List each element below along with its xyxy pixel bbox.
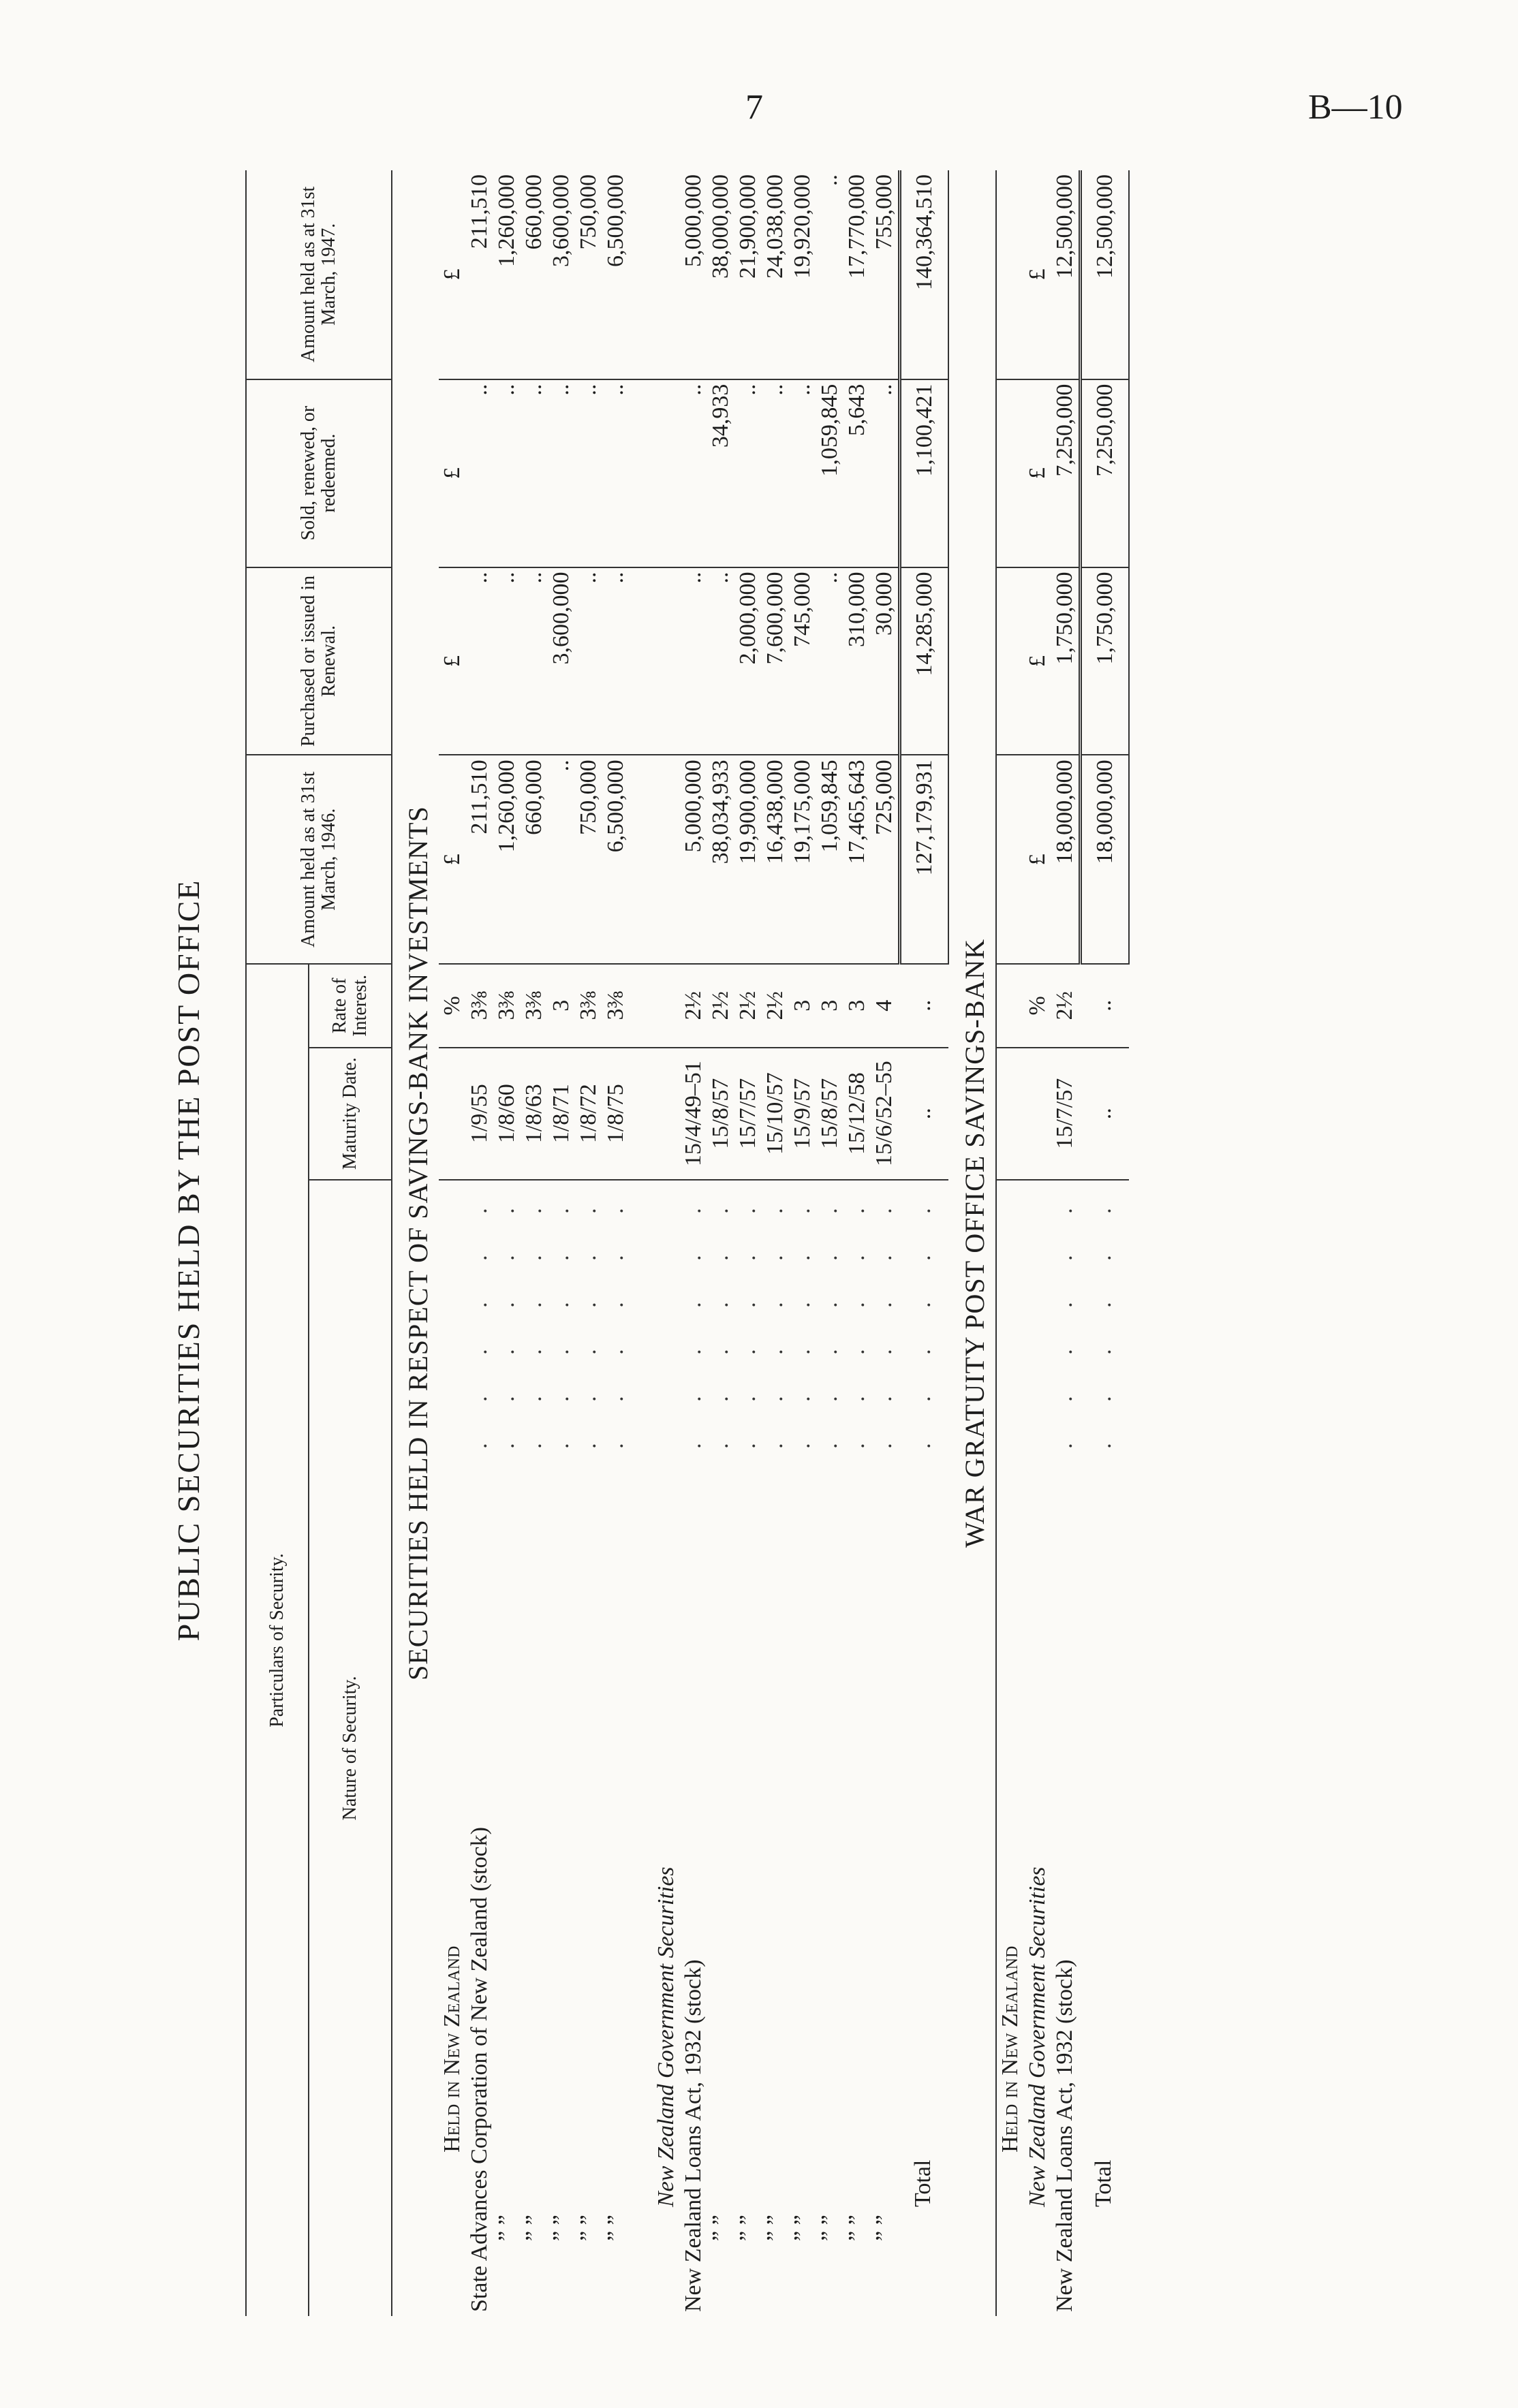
col-sold: Sold, renewed, or redeemed.: [246, 379, 392, 567]
leader-dots: . . . . . .: [708, 1190, 733, 1449]
section2-title-row: [948, 170, 996, 2316]
nature-cell: ” ”: [735, 2215, 760, 2241]
nature-cell: New Zealand Loans Act, 1932 (stock): [1052, 1959, 1077, 2312]
rate-cell: 3⅜: [493, 964, 521, 1048]
nature-cell: ” ”: [548, 2215, 574, 2241]
purchased-cell: ..: [680, 567, 707, 755]
total-row: [900, 170, 949, 2316]
rate-cell: 2½: [734, 964, 762, 1048]
amount-1947-cell: 6,500,000: [602, 170, 630, 379]
amount-1946-cell: 660,000: [521, 755, 548, 964]
col-amount-1947: Amount held as at 31st March, 1947.: [246, 170, 392, 379]
table-row: [1051, 170, 1081, 2316]
amount-1946-cell: 750,000: [575, 755, 602, 964]
maturity-cell: 1/8/71: [548, 1048, 575, 1180]
table-row: [789, 170, 816, 2316]
sold-cell: ..: [575, 379, 602, 567]
amount-1947-cell: 755,000: [871, 170, 900, 379]
table-row: [548, 170, 575, 2316]
maturity-cell: 15/8/57: [816, 1048, 843, 1180]
unit-pound: £: [1024, 379, 1051, 567]
maturity-cell: 15/8/57: [707, 1048, 734, 1180]
table-row: [816, 170, 843, 2316]
nature-cell: ” ”: [871, 2215, 897, 2241]
amount-1947-cell: 24,038,000: [762, 170, 789, 379]
sold-cell: 5,643: [843, 379, 871, 567]
leader-dots: . . . . . .: [576, 1190, 601, 1449]
amount-1946-cell: 5,000,000: [680, 755, 707, 964]
table-row: [493, 170, 521, 2316]
total-sold: 7,250,000: [1081, 379, 1130, 567]
section2-group-heading-row: [1024, 170, 1051, 2316]
leader-dots: . . . . . .: [844, 1190, 869, 1449]
amount-1947-cell: 19,920,000: [789, 170, 816, 379]
nature-cell: ” ”: [708, 2215, 733, 2241]
nature-cell: ” ”: [576, 2215, 601, 2241]
nature-cell: ” ”: [603, 2215, 628, 2241]
maturity-cell: 1/8/60: [493, 1048, 521, 1180]
leader-dots: . . . . . .: [548, 1190, 574, 1449]
amount-1946-cell: 1,059,845: [816, 755, 843, 964]
sold-cell: ..: [762, 379, 789, 567]
nature-cell: ” ”: [790, 2215, 815, 2241]
total-purchased: 1,750,000: [1081, 567, 1130, 755]
amount-1946-cell: 16,438,000: [762, 755, 789, 964]
maturity-cell: 15/6/52–55: [871, 1048, 900, 1180]
sold-cell: ..: [602, 379, 630, 567]
purchased-cell: ..: [493, 567, 521, 755]
table-row: [521, 170, 548, 2316]
total-purchased: 14,285,000: [900, 567, 949, 755]
total-amount-1947: 12,500,000: [1081, 170, 1130, 379]
sold-cell: 7,250,000: [1051, 379, 1081, 567]
unit-pound: £: [1024, 755, 1051, 964]
rate-cell: ..: [1081, 964, 1130, 1048]
purchased-cell: 745,000: [789, 567, 816, 755]
purchased-cell: ..: [521, 567, 548, 755]
spacer-row: [630, 170, 653, 2316]
leader-dots: . . . . . .: [735, 1190, 760, 1449]
purchased-cell: ..: [466, 567, 493, 755]
leader-dots: . . . . . .: [817, 1190, 842, 1449]
leader-dots: . . . . . .: [494, 1190, 519, 1449]
maturity-cell: 15/7/57: [1051, 1048, 1081, 1180]
maturity-cell: 15/9/57: [789, 1048, 816, 1180]
table-row: [466, 170, 493, 2316]
purchased-cell: 2,000,000: [734, 567, 762, 755]
col-amount-1946: Amount held as at 31st March, 1946.: [246, 755, 392, 964]
purchased-cell: 310,000: [843, 567, 871, 755]
rate-cell: 3: [843, 964, 871, 1048]
amount-1947-cell: 21,900,000: [734, 170, 762, 379]
amount-1947-cell: 1,260,000: [493, 170, 521, 379]
total-amount-1947: 140,364,510: [900, 170, 949, 379]
leader-dots: . . . . . .: [681, 1190, 706, 1449]
leader-dots: . . . . . .: [603, 1190, 628, 1449]
amount-1947-cell: 12,500,000: [1051, 170, 1081, 379]
amount-1946-cell: 6,500,000: [602, 755, 630, 964]
purchased-cell: ..: [602, 567, 630, 755]
group2-heading: New Zealand Government Securities: [653, 1866, 679, 2207]
nature-cell: New Zealand Loans Act, 1932 (stock): [681, 1959, 706, 2312]
total-label: Total: [910, 2159, 935, 2207]
sold-cell: ..: [680, 379, 707, 567]
sold-cell: ..: [789, 379, 816, 567]
table-row: [762, 170, 789, 2316]
leader-dots: . . . . . .: [871, 1190, 897, 1449]
rate-cell: 3⅜: [575, 964, 602, 1048]
amount-1946-cell: 18,000,000: [1051, 755, 1081, 964]
total-sold: 1,100,421: [900, 379, 949, 567]
amount-1947-cell: 660,000: [521, 170, 548, 379]
amount-1947-cell: 750,000: [575, 170, 602, 379]
amount-1947-cell: ..: [816, 170, 843, 379]
nature-cell: ” ”: [762, 2215, 788, 2241]
page-number: 7: [745, 88, 763, 127]
leader-dots: . . . . . .: [1090, 1190, 1116, 1449]
sold-cell: ..: [871, 379, 900, 567]
rate-cell: 3⅜: [521, 964, 548, 1048]
maturity-cell: ..: [900, 1048, 949, 1180]
maturity-cell: 1/8/72: [575, 1048, 602, 1180]
total-amount-1946: 127,179,931: [900, 755, 949, 964]
amount-1947-cell: 5,000,000: [680, 170, 707, 379]
maturity-cell: ..: [1081, 1048, 1130, 1180]
rotated-page-content: [157, 0, 1451, 2316]
maturity-cell: 15/12/58: [843, 1048, 871, 1180]
table-row: [575, 170, 602, 2316]
leader-dots: . . . . . .: [910, 1190, 935, 1449]
purchased-cell: 30,000: [871, 567, 900, 755]
nature-cell: State Advances Corporation of New Zealand (stock): [467, 1827, 492, 2312]
section2-group-heading: New Zealand Government Securities: [1025, 1866, 1050, 2207]
amount-1946-cell: 211,510: [466, 755, 493, 964]
maturity-cell: 1/9/55: [466, 1048, 493, 1180]
purchased-cell: ..: [816, 567, 843, 755]
section1-title: SECURITIES HELD IN RESPECT OF SAVINGS-BANK INVESTMENTS: [403, 806, 433, 1680]
unit-pound: £: [1024, 170, 1051, 379]
nature-cell: ” ”: [844, 2215, 869, 2241]
sold-cell: ..: [734, 379, 762, 567]
leader-dots: . . . . . .: [521, 1190, 546, 1449]
rate-cell: 4: [871, 964, 900, 1048]
unit-pct: %: [439, 964, 466, 1048]
table-row: [707, 170, 734, 2316]
table-row: [602, 170, 630, 2316]
rate-cell: 3⅜: [466, 964, 493, 1048]
units-row: [439, 170, 466, 2316]
section1-subheading: Held in New Zealand: [439, 1945, 465, 2153]
unit-pound: £: [439, 170, 466, 379]
sold-cell: ..: [521, 379, 548, 567]
amount-1946-cell: 19,175,000: [789, 755, 816, 964]
leader-dots: . . . . . .: [467, 1190, 492, 1449]
sold-cell: 1,059,845: [816, 379, 843, 567]
unit-pound: £: [439, 379, 466, 567]
page-title: PUBLIC SECURITIES HELD BY THE POST OFFICE: [171, 879, 206, 1642]
group2-heading-row: [653, 170, 680, 2316]
nature-cell: ” ”: [521, 2215, 546, 2241]
securities-table: [245, 170, 1130, 2316]
purchased-cell: 3,600,000: [548, 567, 575, 755]
unit-pound: £: [439, 755, 466, 964]
rate-cell: ..: [900, 964, 949, 1048]
amount-1946-cell: 17,465,643: [843, 755, 871, 964]
amount-1947-cell: 17,770,000: [843, 170, 871, 379]
unit-pound: £: [439, 567, 466, 755]
purchased-cell: 7,600,000: [762, 567, 789, 755]
maturity-cell: 1/8/75: [602, 1048, 630, 1180]
amount-1946-cell: 38,034,933: [707, 755, 734, 964]
table-row: [680, 170, 707, 2316]
unit-pct: %: [1024, 964, 1051, 1048]
maturity-cell: 15/7/57: [734, 1048, 762, 1180]
sold-cell: ..: [466, 379, 493, 567]
document-reference: B—10: [1308, 88, 1403, 127]
total-label: Total: [1090, 2159, 1116, 2207]
purchased-cell: ..: [575, 567, 602, 755]
section2-subheading-row: [996, 170, 1024, 2316]
rate-cell: 2½: [762, 964, 789, 1048]
rate-cell: 3: [816, 964, 843, 1048]
unit-pound: £: [1024, 567, 1051, 755]
purchased-cell: 1,750,000: [1051, 567, 1081, 755]
total-amount-1946: 18,000,000: [1081, 755, 1130, 964]
amount-1947-cell: 38,000,000: [707, 170, 734, 379]
amount-1946-cell: 1,260,000: [493, 755, 521, 964]
amount-1946-cell: 725,000: [871, 755, 900, 964]
col-rate: Rate of Interest.: [309, 964, 392, 1048]
nature-cell: ” ”: [817, 2215, 842, 2241]
leader-dots: . . . . . .: [1052, 1190, 1077, 1449]
col-nature: Nature of Security.: [339, 1676, 360, 1821]
table-row: [843, 170, 871, 2316]
rate-cell: 2½: [1051, 964, 1081, 1048]
rate-cell: 2½: [707, 964, 734, 1048]
leader-dots: . . . . . .: [762, 1190, 788, 1449]
section2-title: WAR GRATUITY POST OFFICE SAVINGS-BANK: [959, 938, 990, 1548]
amount-1947-cell: 211,510: [466, 170, 493, 379]
col-purchased: Purchased or issued in Renewal.: [246, 567, 392, 755]
col-maturity: Maturity Date.: [309, 1048, 392, 1180]
table-row: [871, 170, 900, 2316]
sold-cell: ..: [493, 379, 521, 567]
rate-cell: 3: [548, 964, 575, 1048]
maturity-cell: 15/10/57: [762, 1048, 789, 1180]
rate-cell: 3⅜: [602, 964, 630, 1048]
maturity-cell: 15/4/49–51: [680, 1048, 707, 1180]
header-row-1: [246, 170, 309, 2316]
maturity-cell: 1/8/63: [521, 1048, 548, 1180]
total-row: [1081, 170, 1130, 2316]
leader-dots: . . . . . .: [790, 1190, 815, 1449]
section1-title-row: [392, 170, 439, 2316]
rate-cell: 3: [789, 964, 816, 1048]
amount-1946-cell: 19,900,000: [734, 755, 762, 964]
sold-cell: 34,933: [707, 379, 734, 567]
purchased-cell: ..: [707, 567, 734, 755]
sold-cell: ..: [548, 379, 575, 567]
section2-subheading: Held in New Zealand: [997, 1945, 1023, 2153]
amount-1947-cell: 3,600,000: [548, 170, 575, 379]
col-particulars: Particulars of Security.: [246, 964, 309, 2316]
amount-1946-cell: ..: [548, 755, 575, 964]
table-row: [734, 170, 762, 2316]
nature-cell: ” ”: [494, 2215, 519, 2241]
rate-cell: 2½: [680, 964, 707, 1048]
